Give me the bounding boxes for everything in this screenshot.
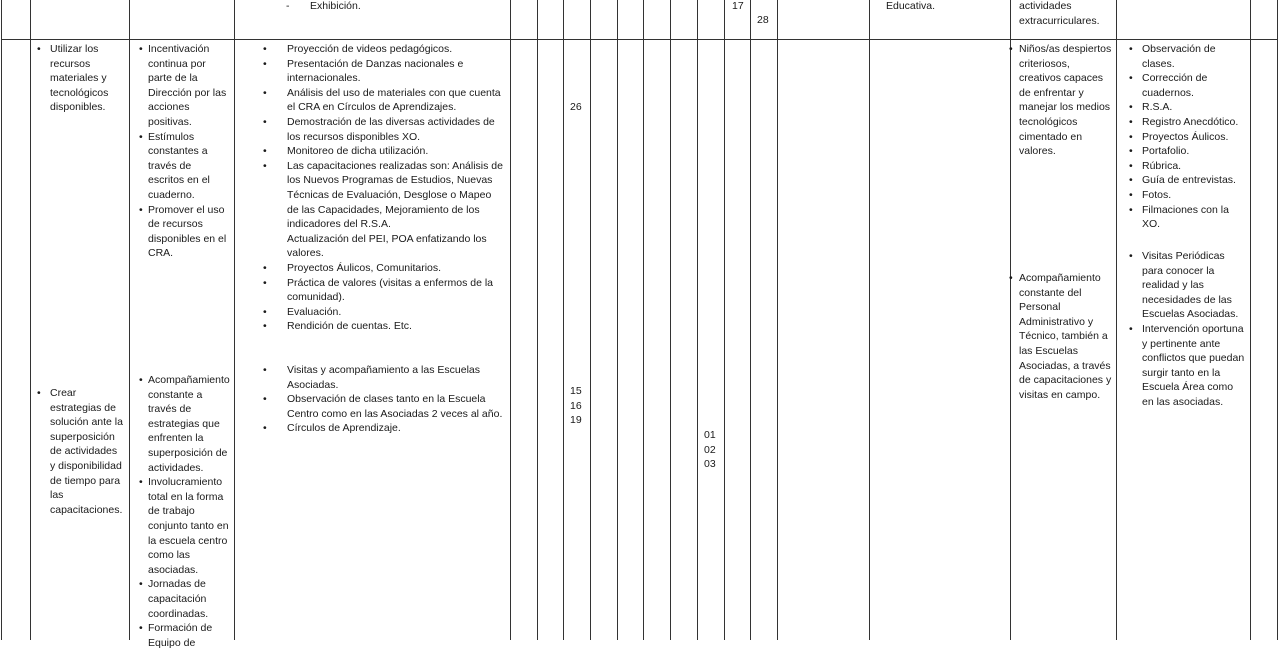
results-list-1 <box>1008 42 1114 159</box>
day-number: 02 <box>704 443 716 456</box>
column-divider <box>1250 0 1251 640</box>
objective-item: • Crear estrategias de solución ante la superposición de actividades y disponibilidad de tiempo para las capacitaciones. <box>36 386 124 517</box>
activity-item-label: - Exhibición. <box>286 0 501 14</box>
strategy-item: • Acompañamiento constante a través de estrategias que enfrenten la superposición de actividades. <box>138 373 230 475</box>
evaluation-item: • R.S.A. <box>1128 100 1246 115</box>
activities-list-2 <box>262 363 504 436</box>
activity-item: • Rendición de cuentas. Etc. <box>262 319 504 334</box>
activity-item: • Visitas y acompañamiento a las Escuelas Asociadas. <box>262 363 504 392</box>
objective-item: • Utilizar los recursos materiales y tecnológicos disponibles. <box>36 42 122 115</box>
evaluation-item: • Visitas Periódicas para conocer la realidad y las necesidades de las Escuelas Asociadas. <box>1128 249 1246 322</box>
day-number: 01 <box>704 429 716 441</box>
evaluation-item: • Guía de entrevistas. <box>1128 173 1246 188</box>
column-divider <box>869 0 870 640</box>
column-divider <box>670 0 671 640</box>
activity-item-exhibicion <box>286 0 501 14</box>
result-line: actividades <box>1019 0 1072 12</box>
activity-item: • Círculos de Aprendizaje. <box>262 421 504 436</box>
day-number: 26 <box>570 101 582 113</box>
evaluation-item: • Registro Anecdótico. <box>1128 115 1246 130</box>
evaluation-item: • Filmaciones con la XO. <box>1128 203 1246 232</box>
evaluation-item: • Rúbrica. <box>1128 159 1246 174</box>
activity-item: • Monitoreo de dicha utilización. <box>262 144 504 159</box>
evaluation-list-2 <box>1128 249 1246 410</box>
responsible-text: Educativa. <box>886 0 936 12</box>
column-divider <box>129 0 130 640</box>
activity-item-extra: Actualización del PEI, POA enfatizando los valores. <box>287 232 487 260</box>
result-text <box>1019 0 1114 28</box>
column-divider <box>30 0 31 640</box>
day-number-group <box>704 428 716 472</box>
column-divider <box>563 0 564 640</box>
column-divider <box>697 0 698 640</box>
evaluation-item: • Fotos. <box>1128 188 1246 203</box>
column-divider <box>724 0 725 640</box>
column-divider <box>1116 0 1117 640</box>
result-item: • Acompañamiento constante del Personal Administrativo y Técnico, también a las Escuelas Asociadas, a través de capacitaciones y visitas en campo. <box>1008 271 1114 402</box>
results-list-2 <box>1008 271 1114 402</box>
strategy-item: • Incentivación continua por parte de la Dirección por las acciones positivas. <box>138 42 230 130</box>
activity-item: • Proyección de videos pedagógicos. <box>262 42 504 57</box>
objectives-list-2 <box>36 386 124 517</box>
strategies-list-1 <box>138 42 230 261</box>
strategy-item: • Promover el uso de recursos disponibles en el CRA. <box>138 203 230 261</box>
activity-item: • Proyectos Áulicos, Comunitarios. <box>262 261 504 276</box>
activity-item: • Práctica de valores (visitas a enfermos de la comunidad). <box>262 276 504 305</box>
activity-item: • Observación de clases tanto en la Escuela Centro como en las Asociadas 2 veces al año. <box>262 392 504 421</box>
activity-item-text: Las capacitaciones realizadas son: Análisis de los Nuevos Programas de Estudios, Nuevas Técnicas de Evaluación, Desglose o Mapeo de las Capacidades, Mejoramiento de los indicadores del R.S.A. <box>287 159 503 231</box>
day-number: 19 <box>570 414 582 427</box>
table-border-right <box>1277 0 1278 640</box>
day-number: 15 <box>570 385 582 397</box>
evaluation-list-1 <box>1128 42 1246 232</box>
activity-item: • Análisis del uso de materiales con que cuenta el CRA en Círculos de Aprendizajes. <box>262 86 504 115</box>
column-divider <box>617 0 618 640</box>
day-number: 17 <box>732 0 744 12</box>
strategy-item: • Formación de Equipo de <box>138 621 230 650</box>
activity-item: • Evaluación. <box>262 305 504 320</box>
activities-list-1 <box>262 42 504 334</box>
column-divider <box>234 0 235 640</box>
day-number: 03 <box>704 458 716 471</box>
strategy-item: • Estímulos constantes a través de escritos en el cuaderno. <box>138 130 230 203</box>
day-number: 28 <box>757 14 769 26</box>
strategies-list-2 <box>138 373 230 650</box>
activity-item: • Presentación de Danzas nacionales e internacionales. <box>262 57 504 86</box>
strategy-item: • Jornadas de capacitación coordinadas. <box>138 577 230 621</box>
evaluation-item: • Corrección de cuadernos. <box>1128 71 1246 100</box>
activity-item <box>262 159 504 261</box>
row-divider <box>1 39 1278 40</box>
activity-item: • Demostración de las diversas actividades de los recursos disponibles XO. <box>262 115 504 144</box>
column-divider <box>537 0 538 640</box>
table-border-left <box>1 0 2 640</box>
evaluation-item: • Observación de clases. <box>1128 42 1246 71</box>
column-divider <box>643 0 644 640</box>
column-divider <box>510 0 511 640</box>
day-number-group <box>570 384 582 428</box>
column-divider <box>777 0 778 640</box>
evaluation-item: • Proyectos Áulicos. <box>1128 130 1246 145</box>
evaluation-item: • Intervención oportuna y pertinente ante conflictos que puedan surgir tanto en la Escuela Área como en las asociadas. <box>1128 322 1246 410</box>
column-divider <box>590 0 591 640</box>
column-divider <box>750 0 751 640</box>
objectives-list-1 <box>36 42 122 115</box>
evaluation-item: • Portafolio. <box>1128 144 1246 159</box>
result-line: extracurriculares. <box>1019 14 1100 27</box>
result-item: • Niños/as despiertos criteriosos, creativos capaces de enfrentar y manejar los medios tecnológicos cimentado en valores. <box>1008 42 1114 159</box>
strategy-item: • Involucramiento total en la forma de trabajo conjunto tanto en la escuela centro como las asociadas. <box>138 475 230 577</box>
day-number: 16 <box>570 399 582 412</box>
